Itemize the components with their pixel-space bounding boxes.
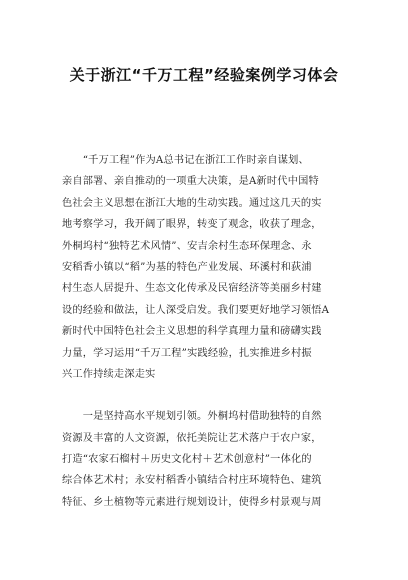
text-line: 色社会主义思想在浙江大地的生动实践。通过这几天的实 xyxy=(62,197,322,209)
text-line: 力量，学习运用“千万工程”实践经验，扎实推进乡村振 xyxy=(62,347,312,359)
text-line: 亲自部署、亲自推动的一项重大决策，是A新时代中国特 xyxy=(62,176,319,188)
text-line: 一是坚持高水平规划引领。外桐坞村借助独特的自然 xyxy=(62,411,322,423)
text-line: 外桐坞村“独特艺术风情”、安吉余村生态环保理念、永 xyxy=(62,240,312,252)
paragraph-2 xyxy=(62,406,362,513)
text-line: 设的经验和做法，让人深受启发。我们要更好地学习领悟A xyxy=(62,304,330,316)
document-title: 关于浙江“千万工程”经验案例学习体会 xyxy=(69,66,339,84)
text-line: 打造“农家石榴村＋历史文化村＋艺术创意村”一体化的 xyxy=(62,454,312,466)
text-line: 特征、乡土植物等元素进行规划设计，使得乡村景观与周 xyxy=(62,496,322,508)
text-line: 兴工作持续走深走实 xyxy=(62,368,156,380)
text-line: 综合体艺术村；永安村稻香小镇结合村庄环境特色、建筑 xyxy=(62,475,322,487)
document-body xyxy=(62,150,362,513)
text-line: 安稻香小镇以“稻”为基的特色产业发展、环溪村和荻浦 xyxy=(62,261,312,273)
text-line: 新时代中国特色社会主义思想的科学真理力量和磅礴实践 xyxy=(62,326,322,338)
text-line: 地考察学习，我开阔了眼界，转变了观念，收获了理念， xyxy=(62,219,322,231)
text-line: 资源及丰富的人文资源，依托美院让艺术落户于农户家， xyxy=(62,432,322,444)
text-line: “千万工程”作为A总书记在浙江工作时亲自谋划、 xyxy=(62,155,309,166)
text-line: 村生态人居提升、生态文化传承及民宿经济等美丽乡村建 xyxy=(62,283,322,295)
paragraph-1 xyxy=(62,150,362,385)
paragraph-gap xyxy=(62,385,362,406)
